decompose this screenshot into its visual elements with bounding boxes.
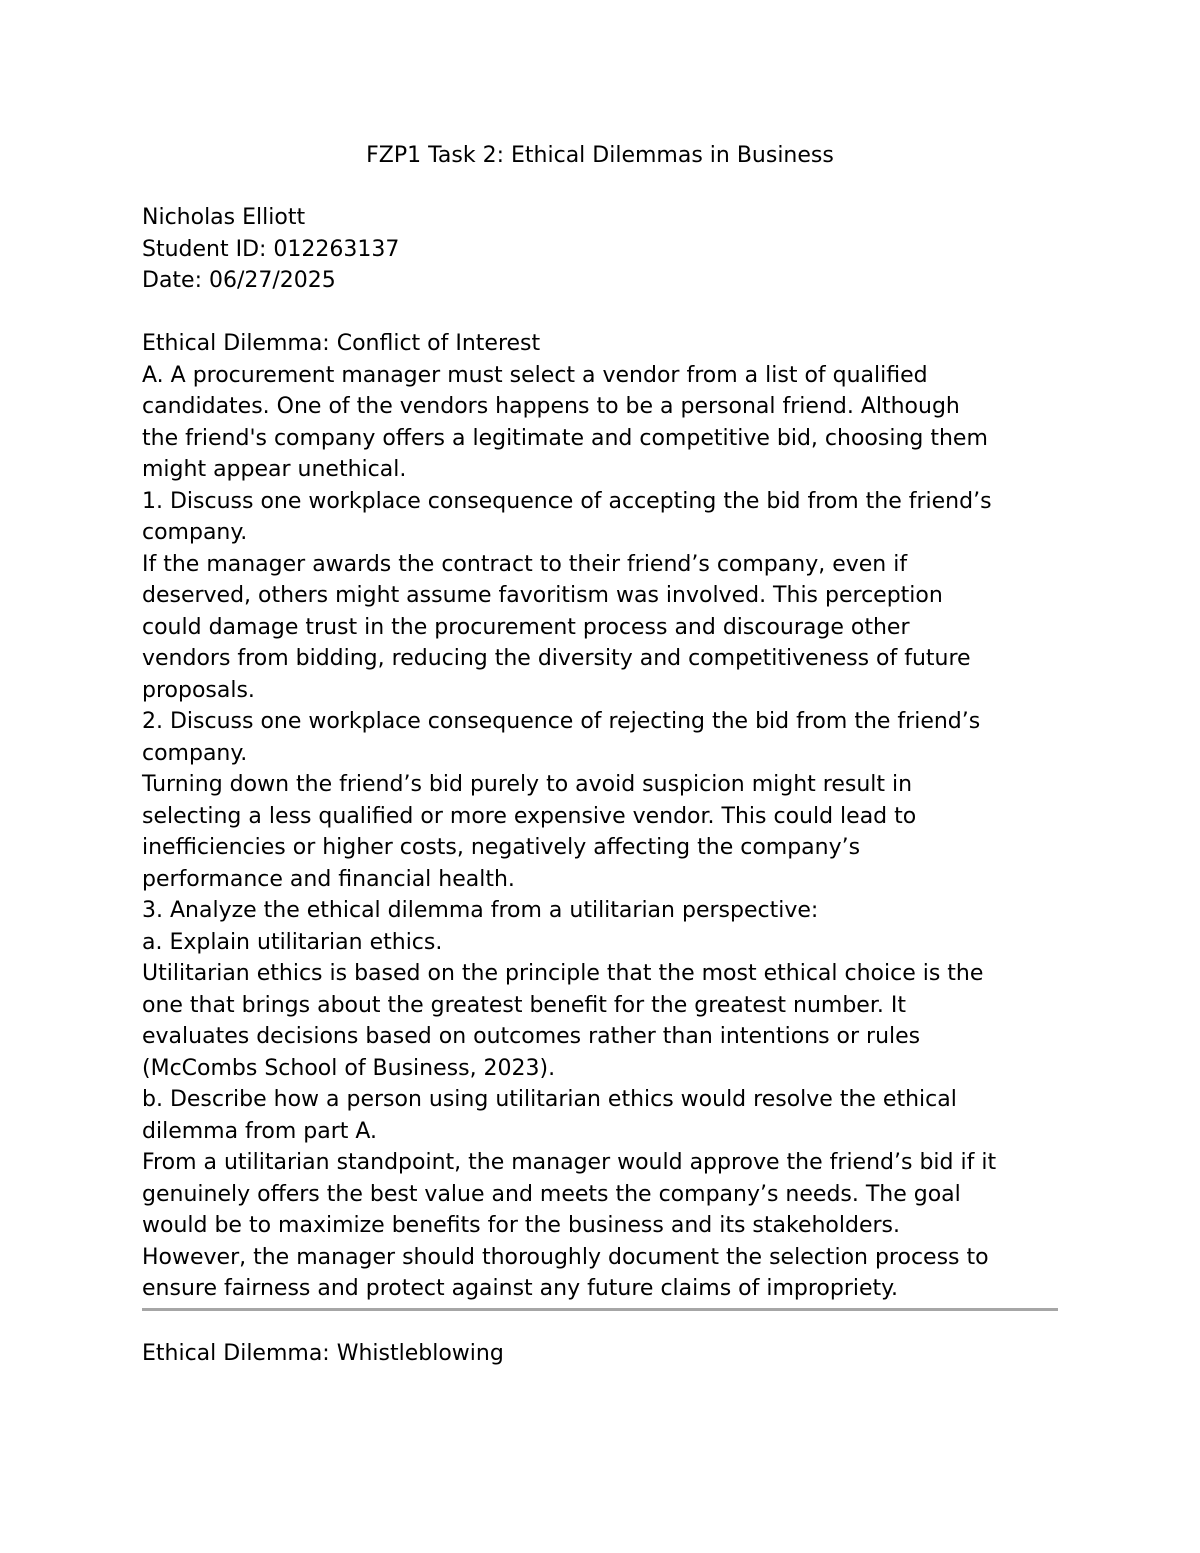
paragraph-line: Utilitarian ethics is based on the principle that the most ethical choice is the (142, 961, 984, 986)
paragraph-line: one that brings about the greatest benefit for the greatest number. It (142, 992, 906, 1018)
paragraph-line: b. Describe how a person using utilitarian ethics would resolve the ethical (142, 1087, 957, 1112)
paragraph-line: deserved, others might assume favoritism was involved. This perception (142, 583, 943, 608)
document-title: FZP1 Task 2: Ethical Dilemmas in Business (366, 143, 834, 168)
paragraph-line: vendors from bidding, reducing the diversity and competitiveness of future (142, 646, 971, 671)
paragraph-line: ensure fairness and protect against any future claims of impropriety. (142, 1276, 899, 1301)
paragraph-line: (McCombs School of Business, 2023). (142, 1055, 556, 1081)
paragraph-line: Turning down the friend’s bid purely to avoid suspicion might result in (142, 772, 913, 797)
paragraph-line: selecting a less qualified or more expensive vendor. This could lead to (142, 803, 917, 829)
paragraph-line: might appear unethical. (142, 457, 407, 482)
paragraph-line: From a utilitarian standpoint, the manager would approve the friend’s bid if it (142, 1150, 997, 1175)
paragraph-line: If the manager awards the contract to their friend’s company, even if (142, 551, 908, 577)
section-conflict-of-interest (142, 328, 1082, 1305)
submission-date: Date: 06/27/2025 (142, 268, 336, 293)
paragraph-line: 3. Analyze the ethical dilemma from a utilitarian perspective: (142, 898, 819, 923)
paragraph-line: company. (142, 520, 248, 545)
paragraph-line: the friend's company offers a legitimate and competitive bid, choosing them (142, 425, 988, 451)
section-whistleblowing (142, 1338, 504, 1370)
paragraph-line: 2. Discuss one workplace consequence of rejecting the bid from the friend’s (142, 709, 981, 734)
author-name: Nicholas Elliott (142, 205, 306, 230)
paragraph-line: dilemma from part A. (142, 1118, 378, 1144)
paragraph-line: could damage trust in the procurement process and discourage other (142, 614, 910, 640)
paragraph-line: 1. Discuss one workplace consequence of accepting the bid from the friend’s (142, 488, 992, 514)
paragraph-line: However, the manager should thoroughly document the selection process to (142, 1244, 989, 1270)
paragraph-line: company. (142, 740, 248, 766)
paragraph-line: a. Explain utilitarian ethics. (142, 929, 443, 955)
section-divider (142, 1308, 1058, 1311)
paragraph-line: candidates. One of the vendors happens to be a personal friend. Although (142, 394, 960, 419)
paragraph-line: evaluates decisions based on outcomes rather than intentions or rules (142, 1024, 921, 1049)
student-id: Student ID: 012263137 (142, 236, 400, 262)
paragraph-line: performance and financial health. (142, 866, 515, 892)
author-block (142, 202, 399, 297)
paragraph-line: A. A procurement manager must select a vendor from a list of qualified (142, 362, 928, 388)
paragraph-line: would be to maximize benefits for the business and its stakeholders. (142, 1213, 900, 1238)
paragraph-line: genuinely offers the best value and meets the company’s needs. The goal (142, 1181, 961, 1207)
paragraph-line: inefficiencies or higher costs, negatively affecting the company’s (142, 835, 861, 860)
paragraph-line: proposals. (142, 677, 255, 703)
section-heading: Ethical Dilemma: Conflict of Interest (142, 331, 541, 356)
section-heading: Ethical Dilemma: Whistleblowing (142, 1341, 504, 1366)
